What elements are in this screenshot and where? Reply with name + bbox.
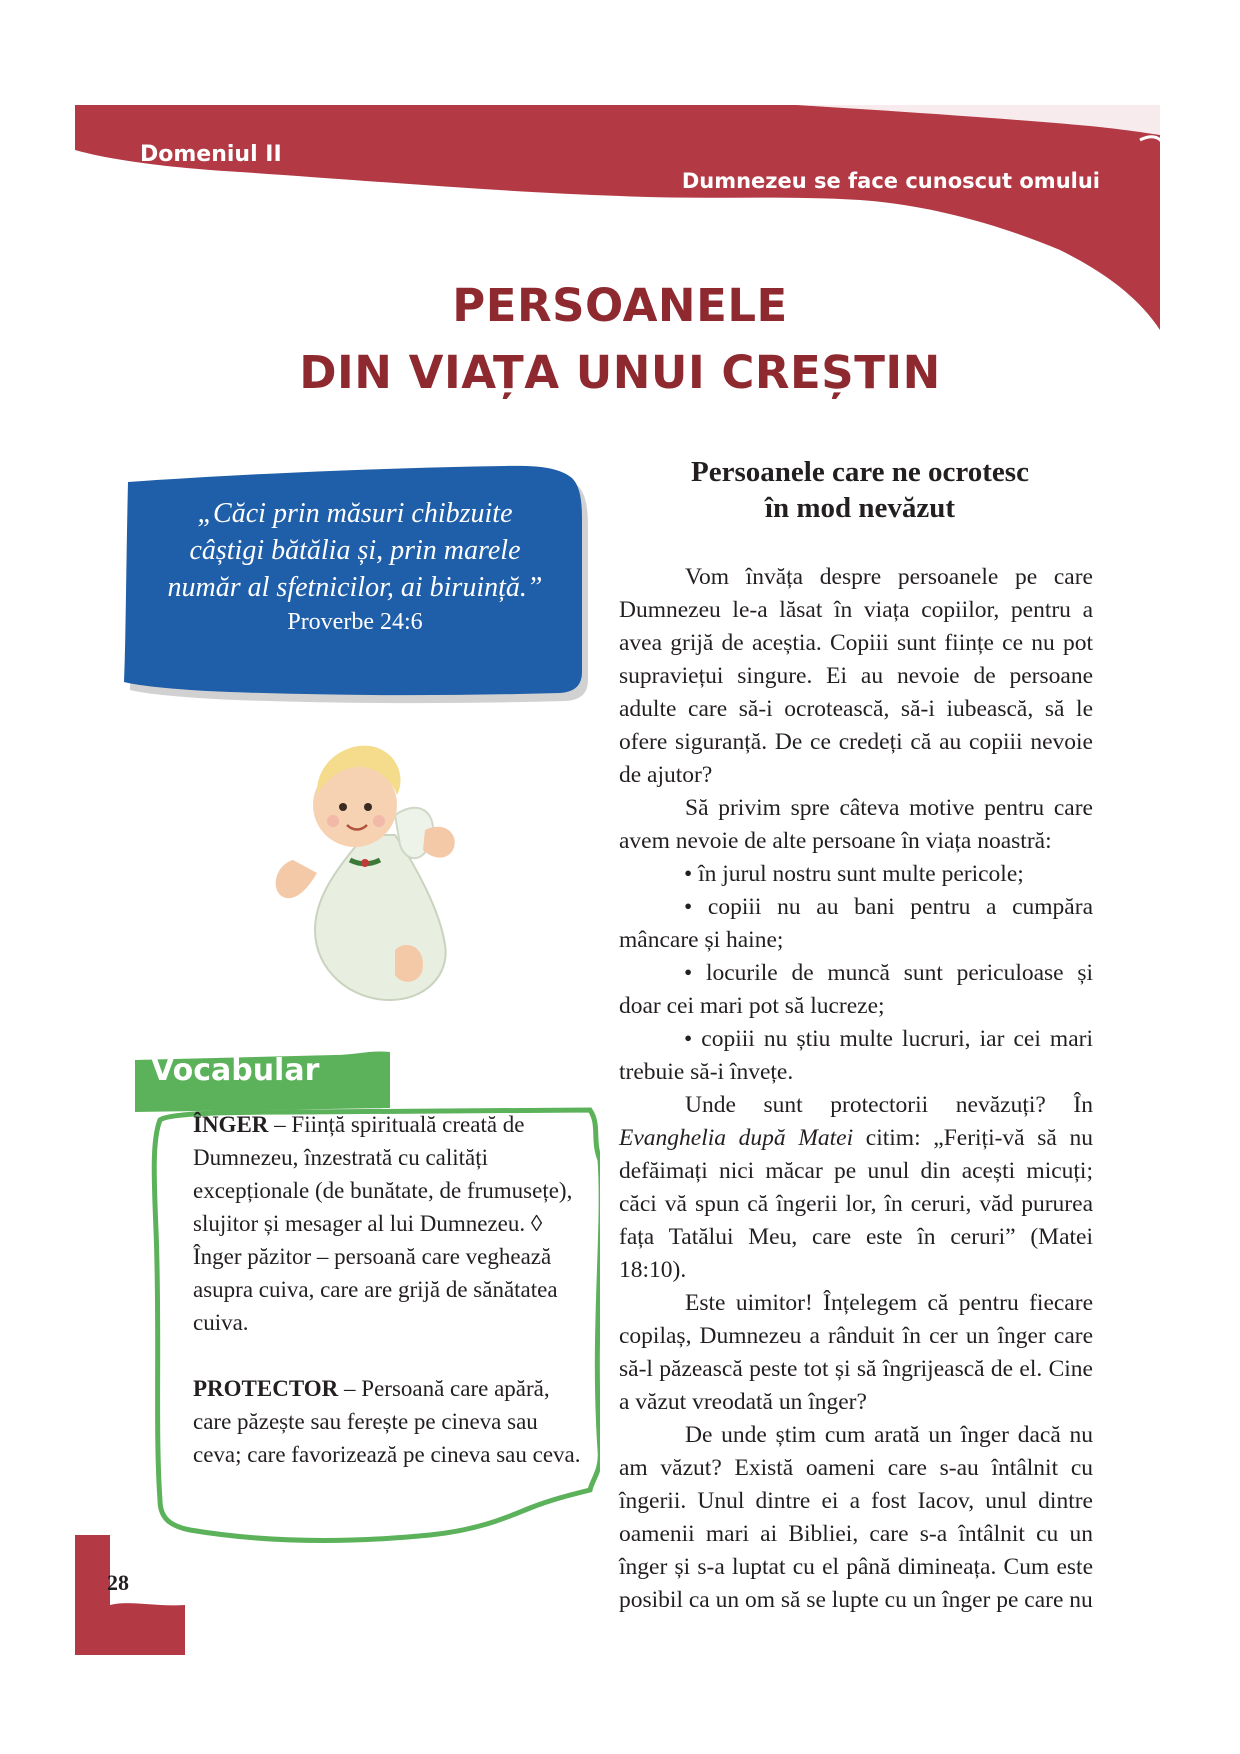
paragraph-3-end: citim: „Feriți-vă să nu defăimați nici măcar pe unul din acești micuți; căci vă spun că îngerii lor, în ceruri, văd pururea fața Tatălui Meu, care este în ceruri” (Matei 18:10). [619, 1125, 1093, 1283]
section-heading [640, 454, 1080, 526]
page-title-line-2: DIN VIAȚA UNUI CREȘTIN [299, 346, 941, 399]
section-heading-line-2: în mod nevăzut [764, 492, 956, 524]
domain-label: Domeniul II [140, 142, 282, 167]
bullet-item-1: • în jurul nostru sunt multe pericole; [684, 861, 1024, 887]
vocab-entry-protector [193, 1372, 588, 1471]
section-heading-line-1: Persoanele care ne ocrotesc [691, 456, 1029, 488]
bullet-item-4: • copiii nu știu multe lucruri, iar cei mari trebuie să-i învețe. [619, 1026, 1093, 1085]
paragraph-3 [619, 1089, 1093, 1287]
paragraph-4: Este uimitor! Înțelegem că pentru fiecare copilaș, Dumnezeu a rânduit în cer un înger care să-l păzească peste tot și să îngrijească de el. Cine a văzut vreodată un înger? [619, 1290, 1093, 1415]
quote-text [150, 495, 560, 606]
page-number: 28 [107, 1570, 129, 1595]
quote-line-1: „Căci prin măsuri chibzuite [197, 498, 513, 529]
paragraph-5: De unde știm cum arată un înger dacă nu am văzut? Există oameni care s-au întâlnit cu îngerii. Unul dintre ei a fost Iacov, unul dintre oamenii mari ai Bibliei, care s-a întâlnit cu un înger și s-a luptat cu el până dimineața. Cum este posibil ca un om să se lupte cu un înger pe care nu [619, 1422, 1093, 1613]
quote-line-3: număr al sfetnicilor, ai biruință.” [167, 572, 543, 603]
vocab-definition-inger: – Ființă spirituală creată de Dumnezeu, înzestrată cu calități excepționale (de bunătate, de frumusețe), slujitor și mesager al lui Dumnezeu. ◊ Înger păzitor – persoană care veghează asupra cuiva, care are grijă de sănătatea cuiva. [193, 1112, 573, 1335]
gospel-title: Evanghelia după Matei [619, 1125, 854, 1151]
quote-line-2: câștigi bătălia și, prin marele [189, 535, 521, 566]
body-text [619, 561, 1093, 1617]
paragraph-1: Vom învăța despre persoanele pe care Dumnezeu le-a lăsat în viața copiilor, pentru a avea grijă de aceștia. Copiii sunt ființe ce nu pot supraviețui singure. Ei au nevoie de persoane adulte care să-i ocrotească, să-i iubească, să le ofere siguranță. De ce credeți că au copiii nevoie de ajutor? [619, 564, 1093, 788]
quote-reference: Proverbe 24:6 [287, 609, 423, 635]
page-title-line-1: PERSOANELE [452, 279, 788, 332]
vocab-term-inger: ÎNGER [193, 1112, 269, 1137]
bullet-item-3: • locurile de muncă sunt periculoase și doar cei mari pot să lucreze; [619, 960, 1093, 1019]
vocabulary-title: Vocabular [151, 1053, 320, 1088]
paragraph-2: Să privim spre câteva motive pentru care avem nevoie de alte persoane în viața noastră: [619, 795, 1093, 854]
subject-label: Dumnezeu se face cunoscut omului [681, 169, 1100, 193]
vocab-definition-protector: – Persoană care apără, care păzește sau ferește pe cineva sau ceva; care favorizează pe cineva sau ceva. [193, 1376, 581, 1467]
paragraph-3-start: Unde sunt protectorii nevăzuți? În [685, 1092, 1093, 1118]
vocab-entry-inger [193, 1108, 588, 1339]
bullet-item-2: • copiii nu au bani pentru a cumpăra mâncare și haine; [619, 894, 1093, 953]
vocab-term-protector: PROTECTOR [193, 1376, 339, 1401]
page-corner-tab [75, 1535, 185, 1655]
angel-illustration [255, 725, 475, 1020]
